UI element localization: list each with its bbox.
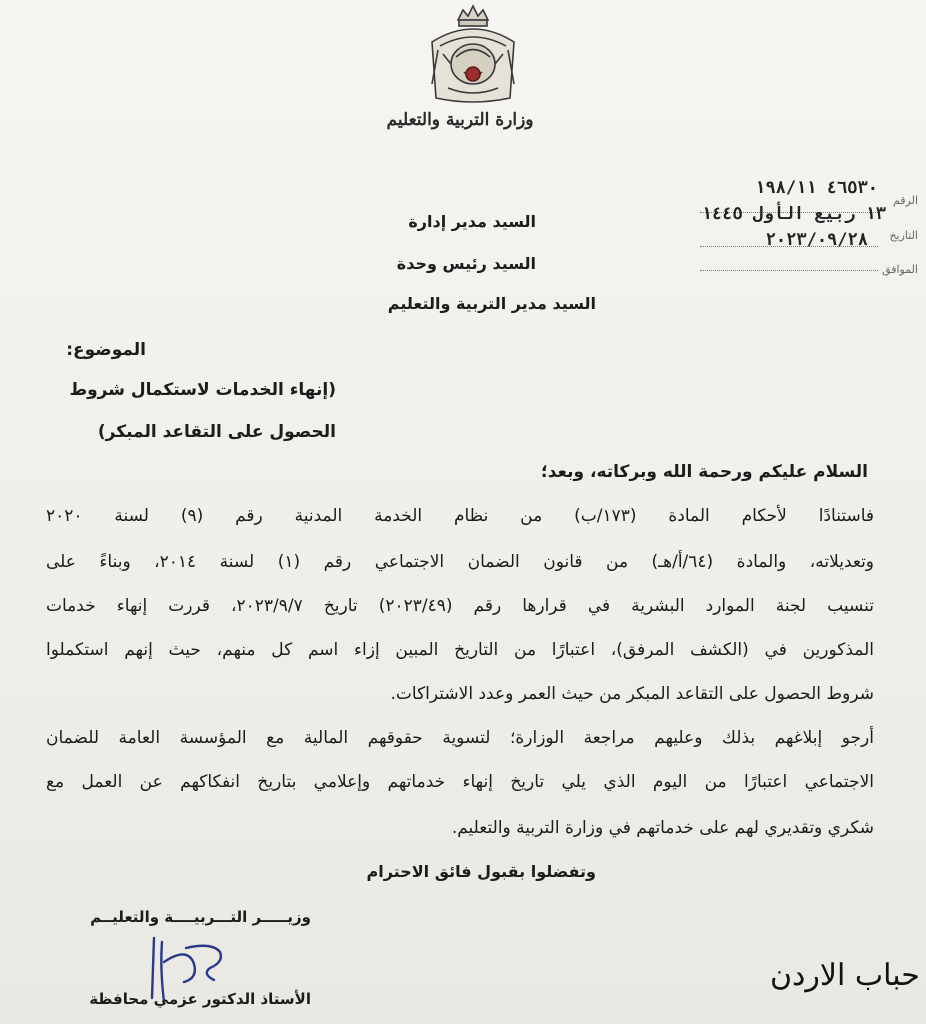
subject-line: (إنهاء الخدمات لاستكمال شروط <box>69 380 336 400</box>
ministry-name-logotype: وزارة التربية والتعليم <box>386 110 534 130</box>
body-line: وتعديلاته، والمادة (٦٤/أ/هـ) من قانون الضمان الاجتماعي رقم (١) لسنة ٢٠١٤، وبناءً على <box>46 552 875 572</box>
watermark-caption: حباب الاردن <box>770 958 920 993</box>
closing-line: وتفضلوا بقبول فائق الاحترام <box>366 862 596 881</box>
body-line: أرجو إبلاغهم بذلك وعليهم مراجعة الوزارة؛ لتسوية حقوقهم المالية مع المؤسسة العامة للضمان <box>46 728 874 748</box>
corresponding-label: الموافق <box>882 263 918 276</box>
body-line: تنسيب لجنة الموارد البشرية في قرارها رقم (٢٠٢٣/٤٩) تاريخ ٢٠٢٣/٩/٧، قررت إنهاء خدمات <box>46 596 874 616</box>
body-line: فاستنادًا لأحكام المادة (١٧٣/ب) من نظام الخدمة المدنية رقم (٩) لسنة ٢٠٢٠ <box>46 506 875 526</box>
body-line: المذكورين في (الكشف المرفق)، اعتبارًا من التاريخ المبين إزاء اسم كل منهم، حيث إنهم استكملوا <box>46 640 874 660</box>
ref-number: ٤٦٥٣٠ ١٩٨/١١ <box>755 178 878 198</box>
subject-label: الموضوع: <box>66 340 146 360</box>
signatory-name: الأستاذ الدكتور عزمي محافظة <box>89 990 311 1008</box>
corresponding-rule <box>700 270 878 271</box>
signatory-title: وزيـــــر التـــربيــــة والتعليــم <box>90 908 311 926</box>
gregorian-date: ٢٠٢٣/٠٩/٢٨ <box>765 230 868 250</box>
subject-line: الحصول على التقاعد المبكر) <box>97 422 336 442</box>
recipient-line: السيد مدير التربية والتعليم <box>387 294 596 313</box>
greeting: السلام عليكم ورحمة الله وبركاته، وبعد؛ <box>540 462 868 482</box>
recipient-line: السيد رئيس وحدة <box>396 254 536 273</box>
hijri-date: ١٣ ربيع الأول ١٤٤٥ <box>701 204 886 224</box>
body-line: الاجتماعي اعتبارًا من اليوم الذي يلي تاريخ إنهاء خدماتهم وإعلامي بتاريخ انفكاكهم عن العمل مع <box>46 772 874 792</box>
body-line: شكري وتقديري لهم على خدماتهم في وزارة التربية والتعليم. <box>451 818 874 838</box>
ref-label: الرقم <box>892 194 918 207</box>
jordan-coat-of-arms-icon <box>418 2 528 108</box>
date-label: التاريخ <box>889 229 918 242</box>
body-line: شروط الحصول على التقاعد المبكر من حيث العمر وعدد الاشتراكات. <box>390 684 874 704</box>
recipient-line: السيد مدير إدارة <box>408 212 536 231</box>
